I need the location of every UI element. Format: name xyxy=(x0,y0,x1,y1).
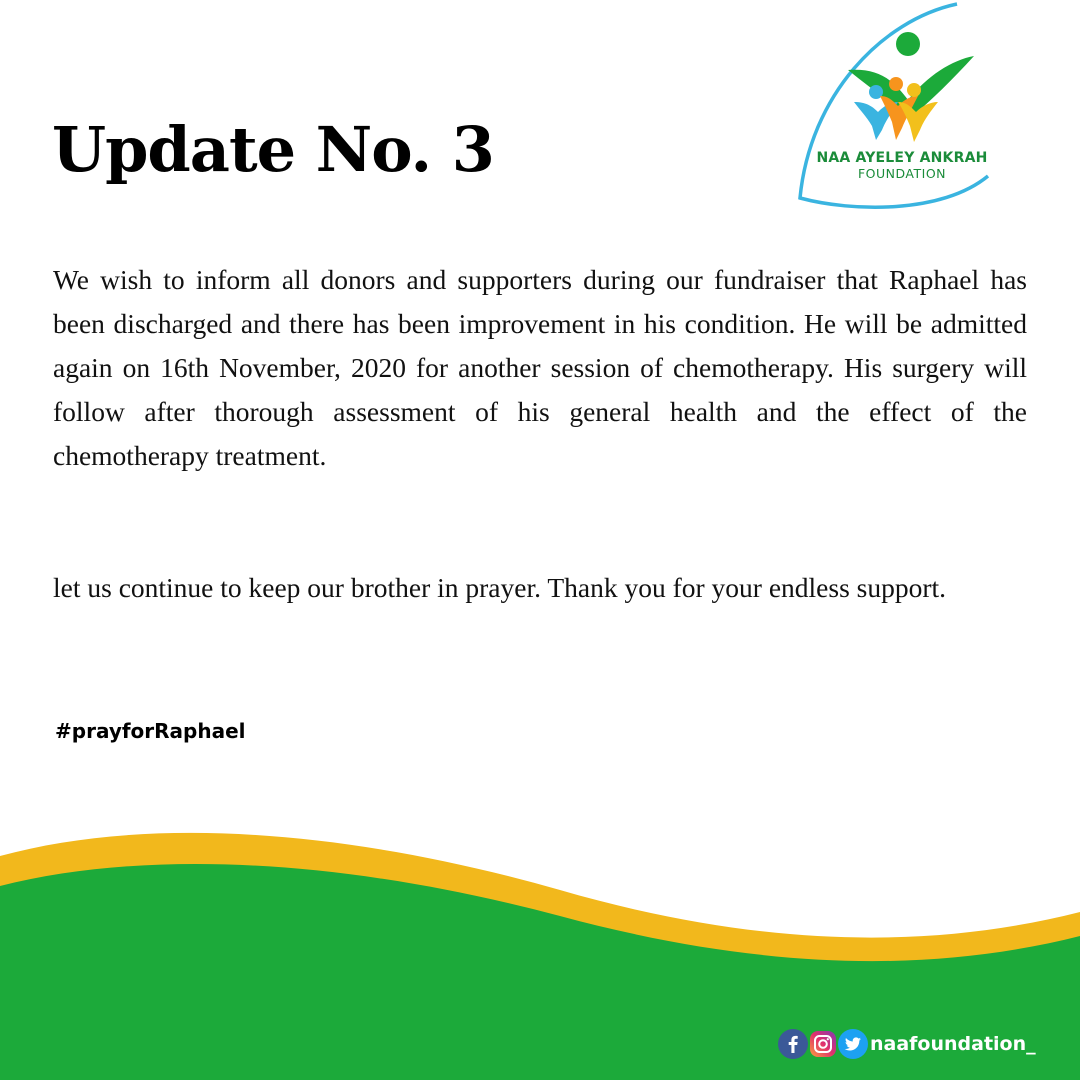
social-footer xyxy=(778,1026,1036,1062)
foundation-logo xyxy=(792,0,1032,214)
hashtag: #prayforRaphael xyxy=(55,719,246,743)
facebook-icon[interactable] xyxy=(778,1029,808,1059)
logo-name: NAA AYELEY ANKRAH xyxy=(816,150,988,166)
body-paragraph-2: let us continue to keep our brother in prayer. Thank you for your endless support. xyxy=(53,572,947,603)
logo-subtitle: FOUNDATION xyxy=(857,166,947,181)
social-handle[interactable]: naafoundation_ xyxy=(870,1033,1036,1055)
twitter-icon[interactable] xyxy=(838,1029,868,1059)
body-paragraph-1: We wish to inform all donors and supporters during our fundraiser that Raphael has been discharged and there has been improvement in his condition. He will be admitted again on 16th November, 2020 for another session of chemotherapy. His surgery will follow after thorough assessment of his general health and the effect of the chemotherapy treatment. xyxy=(53,264,1027,471)
instagram-icon[interactable] xyxy=(810,1031,836,1057)
page-title: Update No. 3 xyxy=(52,113,494,186)
